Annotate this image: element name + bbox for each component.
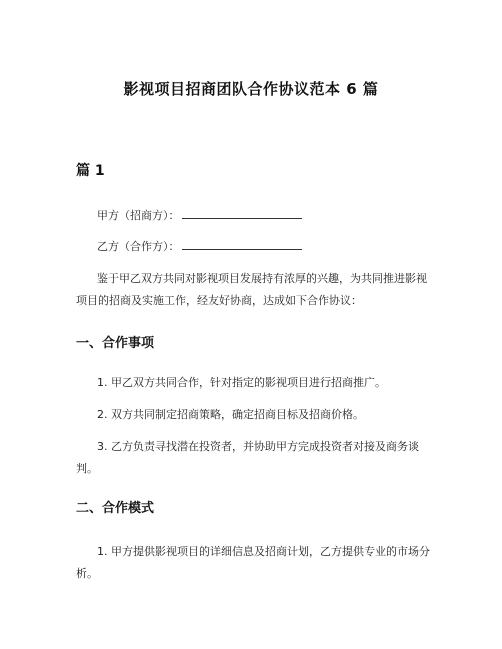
party-b-blank [182,237,302,250]
intro-paragraph: 鉴于甲乙双方共同对影视项目发展持有浓厚的兴趣，为共同推进影视项目的招商及实施工作，经友好协商，达成如下合作协议： [76,272,427,307]
section-heading-cooperation-mode: 二、合作模式 [76,501,155,516]
cooperation-mode-item: 1. 甲方提供影视项目的详细信息及招商计划，乙方提供专业的市场分析。 [76,545,430,580]
cooperation-item: 3. 乙方负责寻找潜在投资者，并协助甲方完成投资者对接及商务谈判。 [76,440,419,475]
party-b-line [76,236,431,258]
cooperation-item: 2. 双方共同制定招商策略，确定招商目标及招商价格。 [97,408,364,421]
party-a-label: 甲方（招商方）： [97,209,180,222]
cooperation-item: 1. 甲乙双方共同合作，针对指定的影视项目进行招商推广。 [97,376,386,389]
party-a-line [76,205,431,227]
section-heading-part1: 篇 1 [76,163,105,179]
party-a-blank [182,206,302,219]
section-heading-cooperation-items: 一、合作事项 [76,336,155,351]
document-title: 影视项目招商团队合作协议范本 6 篇 [123,80,379,98]
party-b-label: 乙方（合作方）： [97,240,180,253]
